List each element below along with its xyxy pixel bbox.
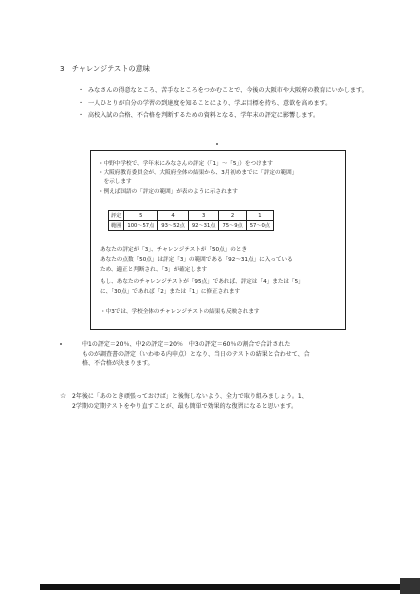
explanation-box (90, 150, 346, 330)
table-cell: 100～57点 (124, 221, 158, 231)
box-line: ため、適正と判断され、「3」が確定します (100, 267, 208, 273)
table-header-cell: 3 (188, 211, 219, 221)
table-header-cell: 4 (158, 211, 189, 221)
paragraph-line: 中1の評定＝20％、中2の評定＝20％ 中3の評定＝60％の割合で合計された (82, 341, 291, 348)
table-header-cell: 1 (246, 211, 273, 221)
table-cell: 93～52点 (158, 221, 189, 231)
box-line: あなたの点数「50点」は評定「3」の範囲である「92～31点」に入っている (100, 257, 293, 263)
box-line: ・例えば国語の「評定の範囲」が表のように示されます (98, 189, 238, 195)
bullet-item: ・ 高校入試の合格、不合格を判断するための資料となる、学年末の評定に影響します。 (78, 111, 378, 121)
scan-corner-edge (400, 578, 420, 594)
table-cell: 92～31点 (188, 221, 219, 231)
paragraph-line: 2年後に「あのとき頑張っておけば」と後悔しないよう、全力で取り組みましょう。1、 (72, 393, 308, 400)
box-line: に、「30点」であれば「2」または「1」に修正されます (100, 289, 241, 295)
box-line: もし、あなたのチャレンジテストが「95点」であれば、評定は「4」または「5」 (100, 279, 304, 285)
box-line: あなたの評定が「3」、チャレンジテストが「50点」のとき (100, 247, 248, 253)
box-line: ・中野中学校で、学年末にみなさんの評定（「1」～「5」）をつけます (98, 161, 273, 167)
table-header-cell: 5 (124, 211, 158, 221)
box-line: ・中3では、学校全体のチャレンジテストの結果も反映されます (100, 309, 260, 315)
paragraph-line: 格、不合格が決まります。 (82, 360, 154, 367)
bullet-item: ・ みなさんの得意なところ、苦手なところをつかむことで、今後の大阪市や大阪府の教育にいかします。 (78, 86, 378, 96)
scan-speck (216, 143, 218, 145)
purpose-bullet-list (78, 86, 378, 124)
box-line: ・大阪府教育委員会が、大阪府全体の結果から、3月初めまでに「評定の範囲」 (98, 170, 298, 176)
table-row (109, 211, 274, 221)
closing-text (72, 392, 372, 411)
table-cell: 範囲 (109, 221, 124, 231)
table-cell: 75～9点 (219, 221, 246, 231)
star-icon: ☆ (60, 392, 67, 400)
paragraph-line: ものが調査書の評定（いわゆる内申点）となり、当日のテストの結果と合わせて、合 (82, 350, 310, 358)
table-cell: 57～0点 (246, 221, 273, 231)
box-line: を示します (98, 179, 132, 185)
grade-range-table (108, 210, 274, 231)
table-row (109, 221, 274, 231)
section-title: 3 チャレンジテストの意味 (60, 64, 150, 73)
scan-bottom-edge (40, 584, 400, 590)
weighting-paragraph (82, 340, 372, 369)
table-header-cell: 評定 (109, 211, 124, 221)
paragraph-line: 2学期の定期テストをやり直すことが、最も簡単で効果的な復習になると思います。 (72, 402, 298, 410)
scan-speck (60, 343, 62, 345)
table-header-cell: 2 (219, 211, 246, 221)
bullet-item: ・ 一人ひとりが自分の学習の到達度を知ることにより、学ぶ目標を持ち、意欲を高めます。 (78, 99, 378, 109)
